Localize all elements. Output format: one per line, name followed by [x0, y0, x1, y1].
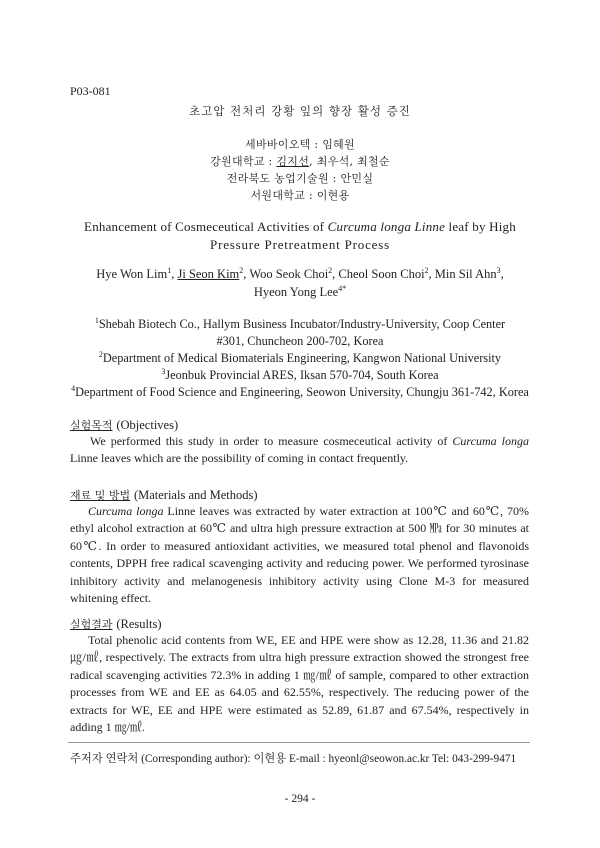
- korean-author-line-2: 강원대학교 : 김지선, 최우석, 최철순: [210, 155, 390, 168]
- poster-id: P03-081: [70, 84, 111, 98]
- presenting-author: Ji Seon Kim: [177, 267, 240, 282]
- methods-body: Curcuma longa Linne leaves was extracted by water extraction at 100℃ and 60℃, 70% ethyl alcohol extraction at 60℃ and ultra high pressure extraction at 500 ㎫ for 30 minutes at 60℃. In order to measured antioxidant activities, we measured total phenol and flavonoids contents, DPPH free radical scavenging activity and reducing power. We performed tyrosinase inhibitory activity and melanogenesis inhibitory activity using Clone M-3 for measured whitening effect.: [70, 504, 529, 606]
- corresponding-author-footnote: 주저자 연락처 (Corresponding author): 이현용 E-mail : hyeonl@seowon.ac.kr Tel: 043-299-9471: [70, 753, 517, 765]
- author-line-2: Hyeon Yong Lee$^{4*}$: [253, 284, 347, 300]
- objectives-body: We performed this study in order to measure cosmeceutical activity of Curcuma longa Linne leaves which are the possibility of coming in contact frequently.: [70, 434, 530, 466]
- results-heading: 실험결과 (Results): [70, 617, 162, 631]
- english-title-line-1: Enhancement of Cosmeceutical Activities of Curcuma longa Linne leaf by High: [84, 219, 516, 234]
- korean-title: 초고압 전처리 강황 잎의 향장 활성 증진: [189, 104, 411, 118]
- objectives-heading: 실험목적 (Objectives): [70, 418, 179, 432]
- korean-author-line-4: 서원대학교 : 이현용: [250, 189, 350, 202]
- footnote-divider: [68, 742, 530, 743]
- presenting-author-ko: 김지선: [276, 155, 310, 168]
- korean-author-line-1: 세바바이오텍 : 임혜원: [245, 138, 355, 151]
- korean-author-line-3: 전라북도 농업기술원 : 안민실: [226, 172, 374, 185]
- english-title-line-2: Pressure Pretreatment Process: [210, 237, 390, 252]
- methods-heading: 재료 및 방법 (Materials and Methods): [70, 488, 258, 502]
- affiliation-3: $^3$Jeonbuk Provincial ARES, Iksan 570-704, South Korea: [161, 367, 439, 383]
- affiliation-1: $^1$Shebah Biotech Co., Hallym Business Incubator/Industry-University, Coop Center: [94, 316, 506, 332]
- results-body: Total phenolic acid contents from WE, EE and HPE were show as 12.28, 11.36 and 21.82 ㎍/㎖, respectively. The extracts from ultra high pressure extraction showed the strongest free radical scavenging activities 72.3% in adding 1 ㎎/㎖ of sample, compared to other extraction processes from WE and EE as 64.05 and 62.55%, respectively. The reducing power of the extracts for WE, EE and HPE were estimated as 52.89, 61.87 and 67.54%, respectively in adding 1 ㎎/㎖.: [70, 633, 529, 735]
- author-line-1: Hye Won Lim$^1$, Ji Seon Kim$^2$, Woo Seok Choi$^2$, Cheol Soon Choi$^2$, Min Sil Ahn$^3$,: [96, 266, 504, 282]
- affiliation-2: $^2$Department of Medical Biomaterials Engineering, Kangwon National University: [98, 350, 502, 366]
- affiliation-4: $^4$Department of Food Science and Engineering, Seowon University, Chungju 361-742, Korea: [71, 384, 529, 400]
- affiliation-1-cont: #301, Chuncheon 200-702, Korea: [216, 334, 384, 349]
- page-number: - 294 -: [284, 793, 316, 805]
